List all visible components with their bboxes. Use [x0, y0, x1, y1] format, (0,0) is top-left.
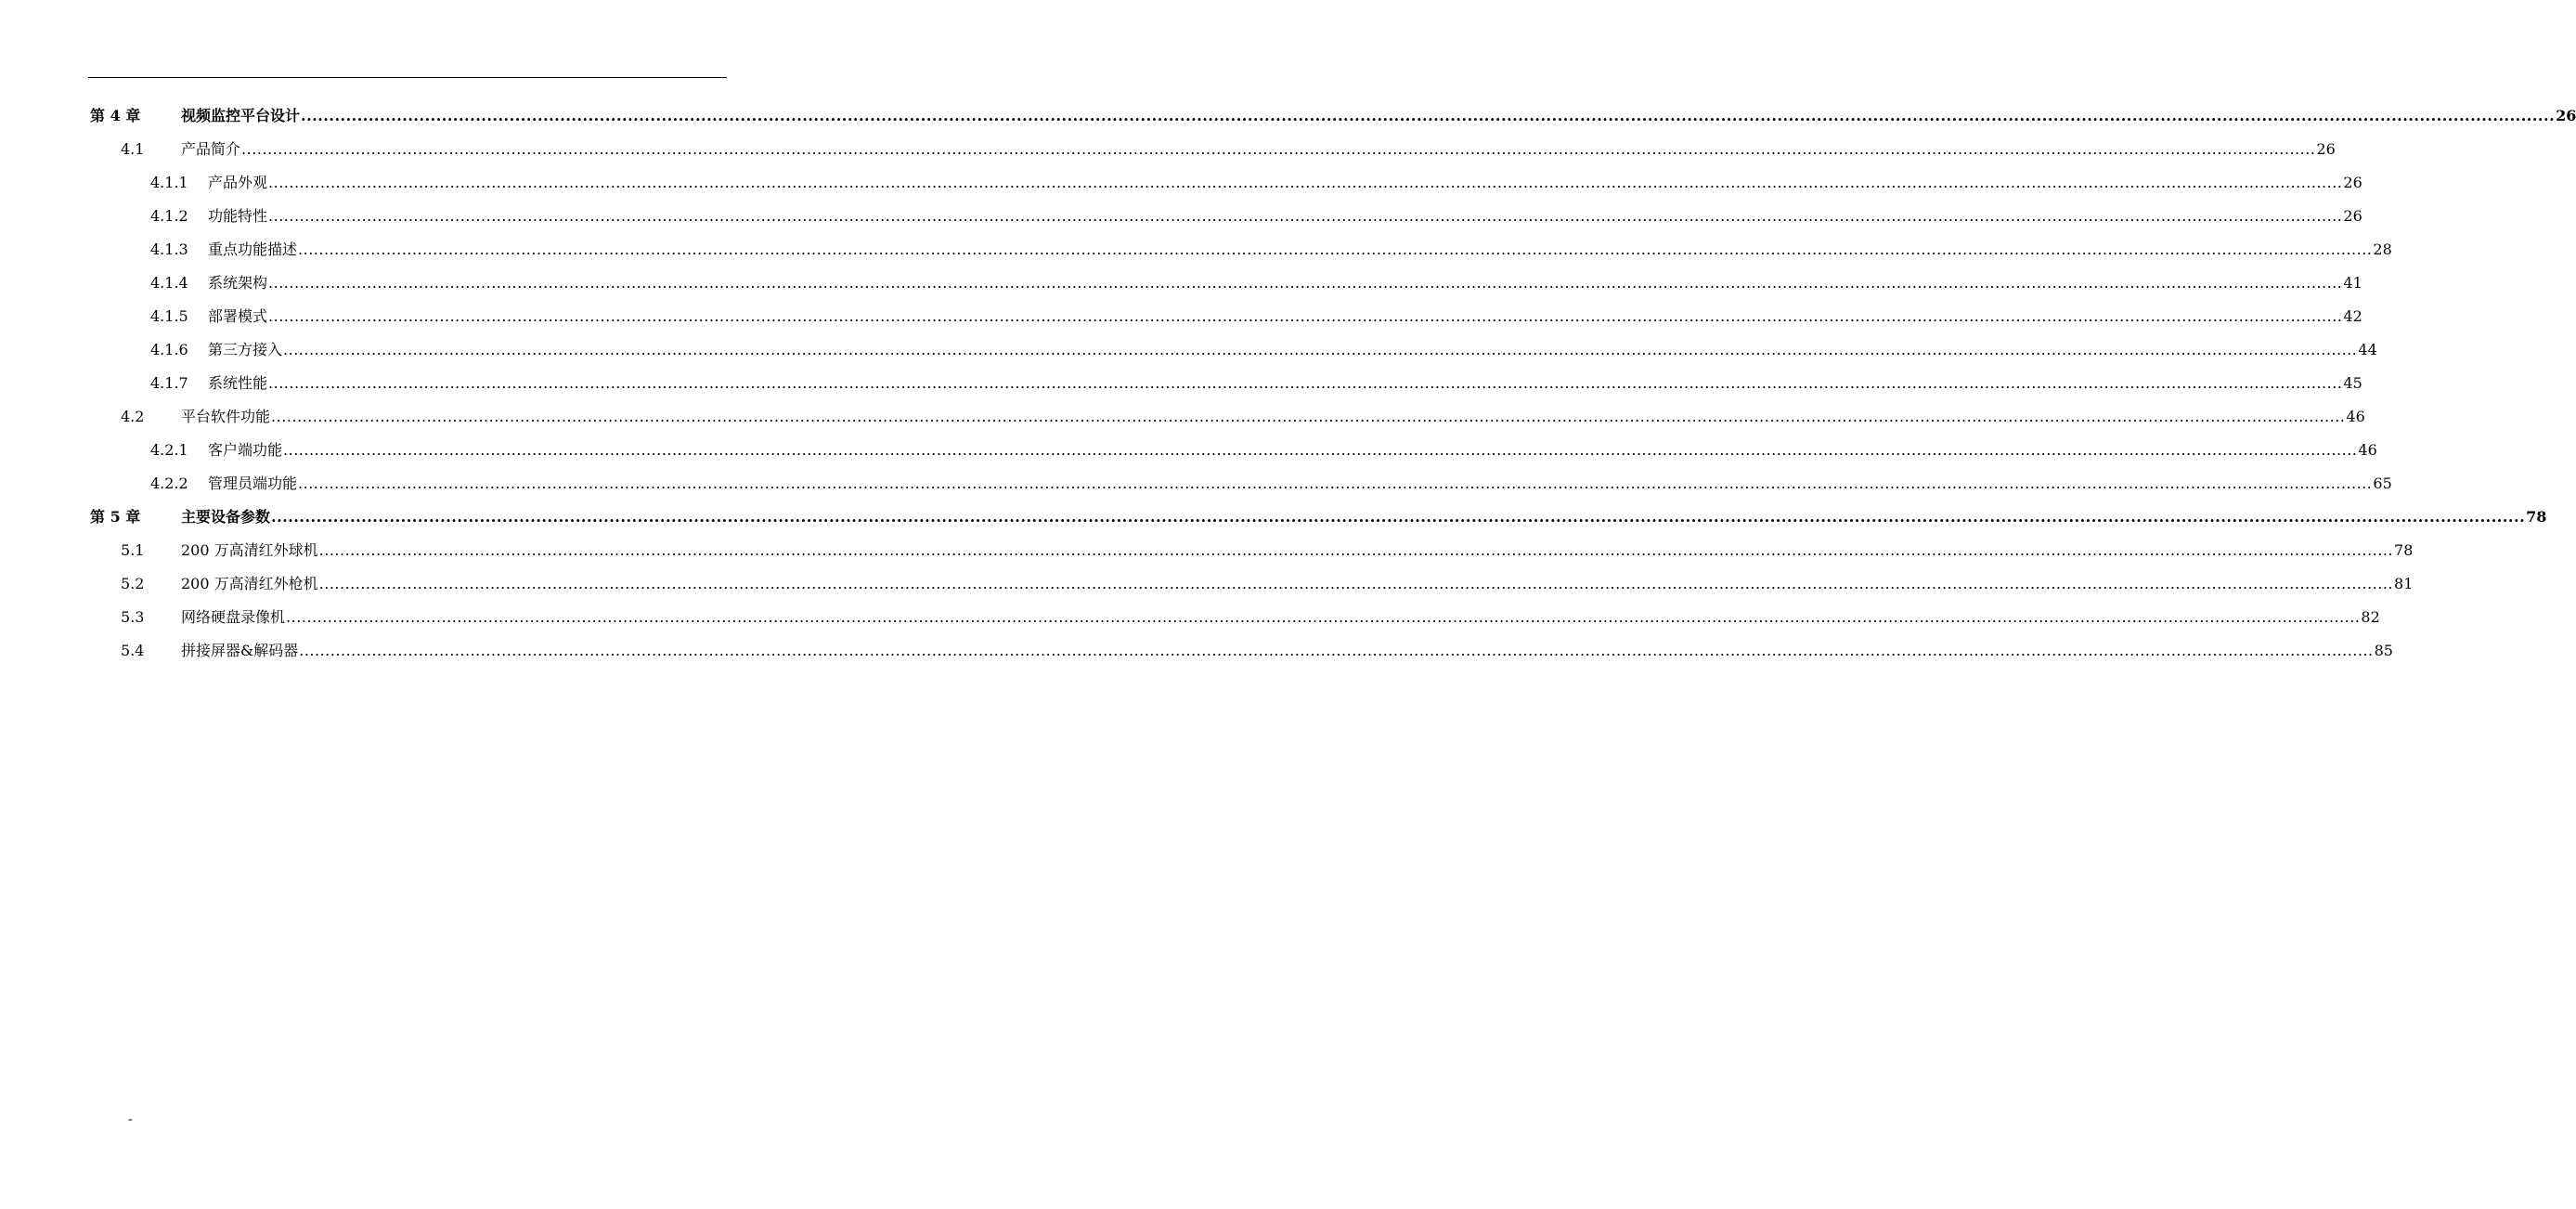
- toc-entry-number: 4.1.3: [150, 240, 188, 258]
- toc-entry-title: 功能特性: [208, 207, 268, 225]
- toc-entry[interactable]: [0, 133, 2336, 166]
- toc-entry[interactable]: [0, 166, 2362, 200]
- toc-dot-leader: ................................................................................................................................................................................................................................................................................................................................................................................................................: [298, 240, 2373, 258]
- toc-dot-leader: ................................................................................................................................................................................................................................................................................................................................................................................................................: [299, 642, 2374, 659]
- toc-entry-page: 82: [2361, 608, 2380, 626]
- toc-entry-number: 4.1.1: [150, 174, 188, 191]
- toc-entry-title: 平台软件功能: [181, 408, 271, 425]
- toc-entry-page: 41: [2343, 274, 2362, 292]
- toc-entry[interactable]: [0, 601, 2380, 634]
- toc-entry-page: 78: [2394, 541, 2414, 559]
- toc-entry-title: 视频监控平台设计: [181, 107, 301, 124]
- toc-entry-number: 4.1.6: [150, 341, 188, 358]
- toc-entry-page: 45: [2343, 374, 2362, 392]
- toc-entry[interactable]: [0, 500, 2547, 534]
- toc-entry-page: 26: [2343, 174, 2362, 191]
- toc-entry-number: 第 4 章: [90, 107, 141, 124]
- toc-entry-number: 4.1.7: [150, 374, 188, 392]
- toc-dot-leader: ................................................................................................................................................................................................................................................................................................................................................................................................................: [271, 408, 2346, 425]
- toc-dot-leader: ................................................................................................................................................................................................................................................................................................................................................................................................................: [301, 107, 2556, 124]
- toc-entry-title: 客户端功能: [208, 441, 283, 459]
- toc-entry[interactable]: [0, 233, 2392, 266]
- toc-entry[interactable]: [0, 400, 2365, 434]
- toc-dot-leader: ................................................................................................................................................................................................................................................................................................................................................................................................................: [268, 374, 2343, 392]
- toc-entry-page: 65: [2373, 474, 2392, 492]
- toc-dot-leader: ................................................................................................................................................................................................................................................................................................................................................................................................................: [268, 174, 2343, 191]
- toc-entry[interactable]: [0, 266, 2362, 300]
- toc-entry-page: 26: [2343, 207, 2362, 225]
- toc-entry-number: 4.2.1: [150, 441, 188, 459]
- toc-entry-title: 主要设备参数: [181, 508, 271, 526]
- toc-entry-title: 产品外观: [208, 174, 268, 191]
- toc-entry-title: 200 万高清红外枪机: [181, 575, 318, 592]
- toc-dot-leader: ................................................................................................................................................................................................................................................................................................................................................................................................................: [318, 541, 2394, 559]
- toc-entry-number: 第 5 章: [90, 508, 141, 526]
- toc-dot-leader: ................................................................................................................................................................................................................................................................................................................................................................................................................: [318, 575, 2394, 592]
- toc-entry-number: 4.1: [121, 140, 145, 158]
- toc-entry-title: 重点功能描述: [208, 240, 298, 258]
- toc-entry-page: 85: [2374, 642, 2393, 659]
- toc-entry[interactable]: [0, 434, 2377, 467]
- toc-dot-leader: ................................................................................................................................................................................................................................................................................................................................................................................................................: [268, 274, 2343, 292]
- toc-entry-title: 系统架构: [208, 274, 268, 292]
- toc-entry-title: 管理员端功能: [208, 474, 298, 492]
- footer-mark: -: [128, 1112, 133, 1126]
- toc-entry-page: 46: [2358, 441, 2377, 459]
- toc-entry[interactable]: [0, 567, 2414, 601]
- toc-entry-page: 28: [2373, 240, 2392, 258]
- toc-entry[interactable]: [0, 99, 2576, 133]
- toc-entry-title: 200 万高清红外球机: [181, 541, 318, 559]
- toc-entry-page: 78: [2526, 508, 2547, 526]
- toc-entry-number: 4.2: [121, 408, 145, 425]
- toc-entry-title: 网络硬盘录像机: [181, 608, 286, 626]
- toc-dot-leader: ................................................................................................................................................................................................................................................................................................................................................................................................................: [283, 441, 2358, 459]
- toc-entry[interactable]: [0, 200, 2362, 233]
- toc-entry-page: 46: [2346, 408, 2365, 425]
- toc-entry[interactable]: [0, 333, 2377, 367]
- toc-entry-title: 第三方接入: [208, 341, 283, 358]
- toc-entry-number: 4.1.2: [150, 207, 188, 225]
- toc-dot-leader: ................................................................................................................................................................................................................................................................................................................................................................................................................: [241, 140, 2316, 158]
- toc-entry[interactable]: [0, 467, 2392, 500]
- header-rule: [88, 77, 727, 78]
- toc-dot-leader: ................................................................................................................................................................................................................................................................................................................................................................................................................: [268, 207, 2343, 225]
- toc-entry[interactable]: [0, 367, 2362, 400]
- toc-entry-title: 系统性能: [208, 374, 268, 392]
- toc-entry-title: 产品简介: [181, 140, 241, 158]
- toc-entry[interactable]: [0, 634, 2393, 668]
- toc-entry[interactable]: [0, 534, 2414, 567]
- toc-dot-leader: ................................................................................................................................................................................................................................................................................................................................................................................................................: [271, 508, 2526, 526]
- toc-entry-number: 5.1: [121, 541, 145, 559]
- toc-entry[interactable]: [0, 300, 2362, 333]
- toc-entry-number: 4.1.4: [150, 274, 188, 292]
- toc-entry-number: 5.2: [121, 575, 145, 592]
- toc-dot-leader: ................................................................................................................................................................................................................................................................................................................................................................................................................: [298, 474, 2373, 492]
- toc-entry-number: 4.1.5: [150, 307, 188, 325]
- toc-entry-page: 26: [2556, 107, 2576, 124]
- toc-entry-page: 44: [2358, 341, 2377, 358]
- toc-entry-page: 42: [2343, 307, 2362, 325]
- toc-entry-title: 部署模式: [208, 307, 268, 325]
- toc-entry-number: 5.3: [121, 608, 145, 626]
- toc-dot-leader: ................................................................................................................................................................................................................................................................................................................................................................................................................: [286, 608, 2361, 626]
- toc-entry-number: 4.2.2: [150, 474, 188, 492]
- toc-dot-leader: ................................................................................................................................................................................................................................................................................................................................................................................................................: [283, 341, 2358, 358]
- toc-entry-title: 拼接屏器&解码器: [181, 642, 299, 659]
- toc-entry-number: 5.4: [121, 642, 145, 659]
- toc-entry-page: 81: [2394, 575, 2414, 592]
- toc-entry-page: 26: [2316, 140, 2336, 158]
- toc-dot-leader: ................................................................................................................................................................................................................................................................................................................................................................................................................: [268, 307, 2343, 325]
